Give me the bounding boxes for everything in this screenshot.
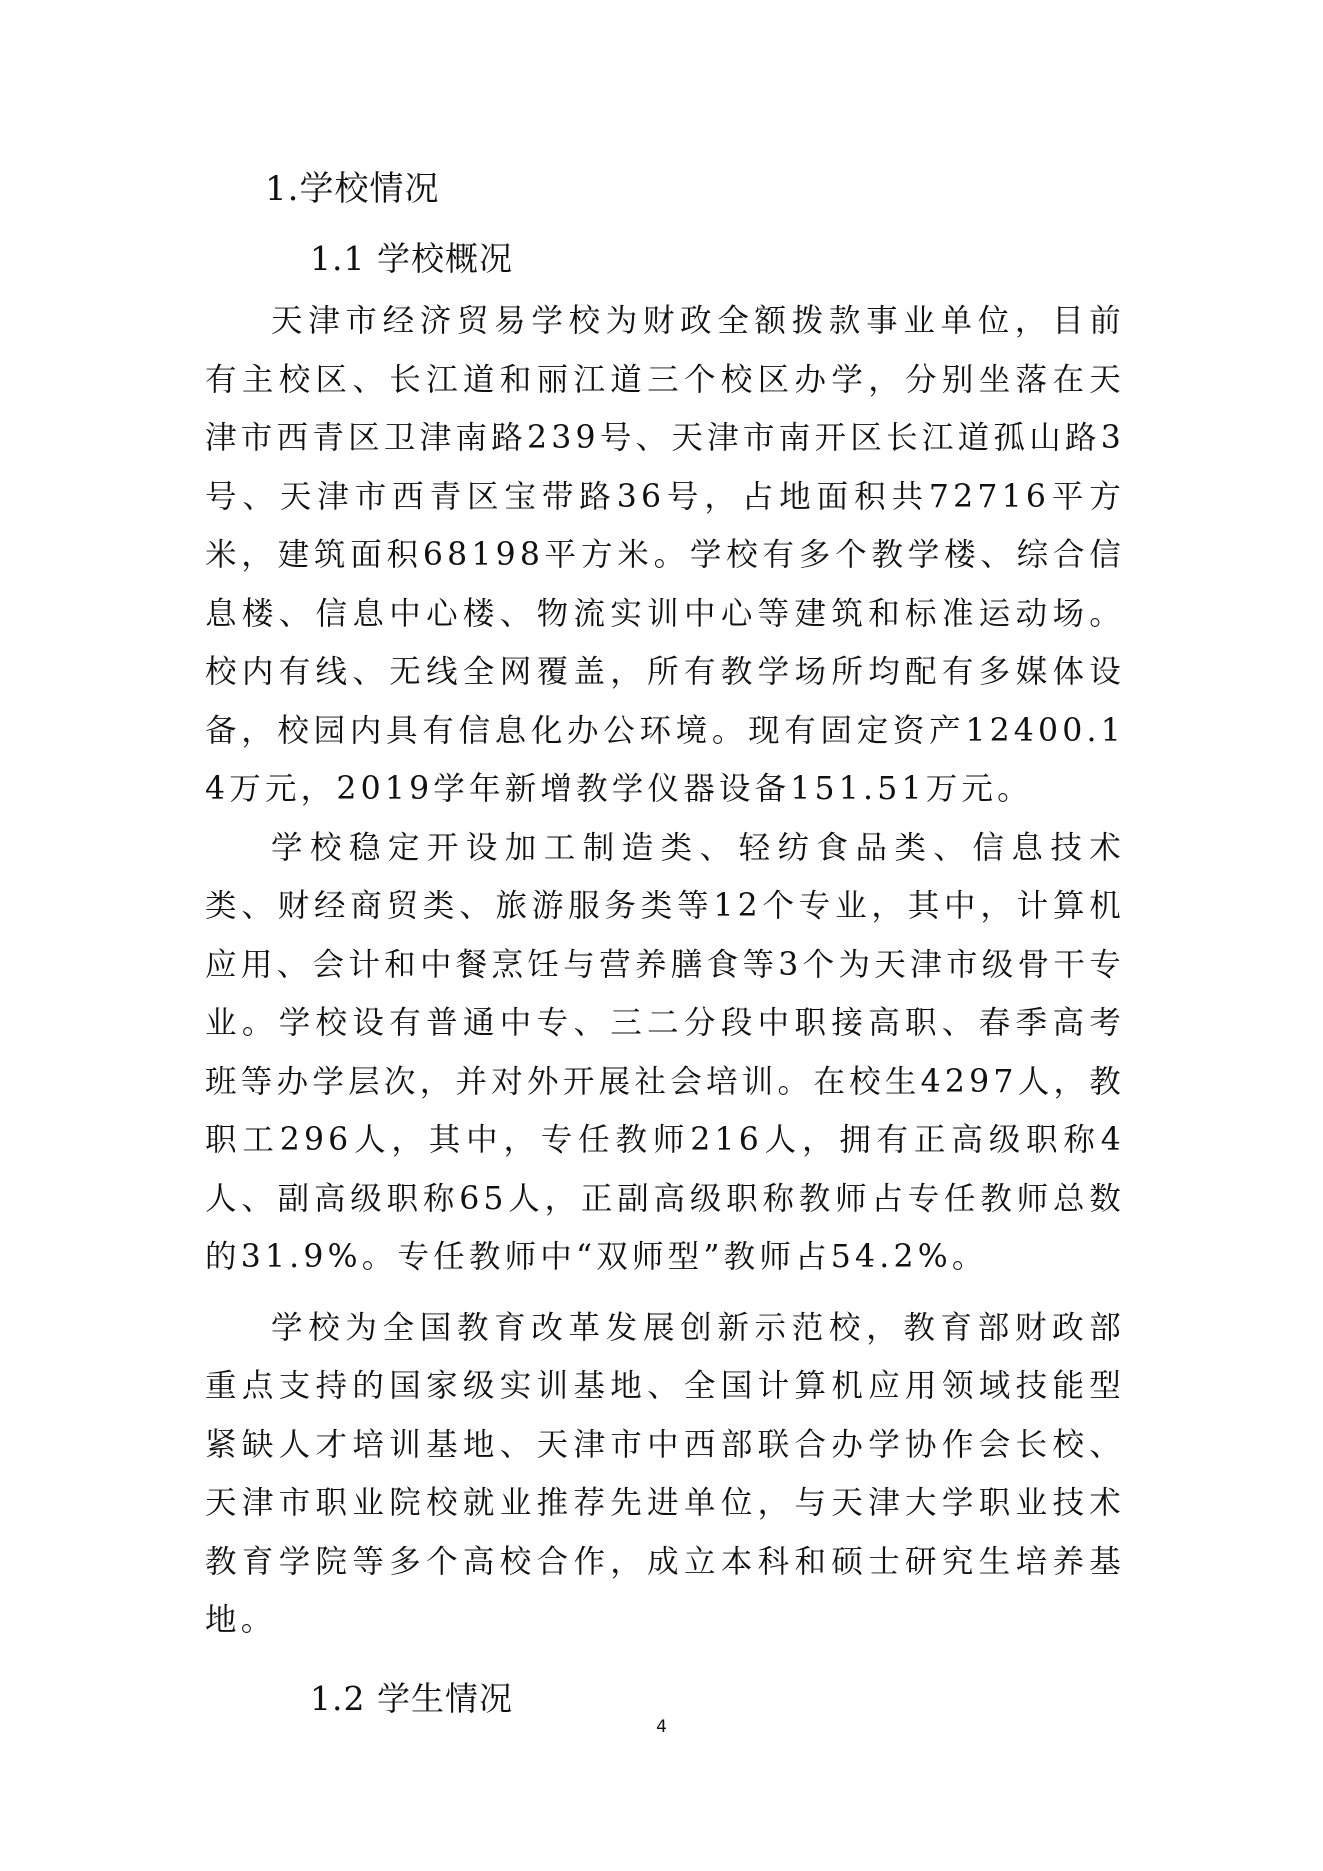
heading-student-situation: 1.2 学生情况 — [310, 1678, 513, 1718]
page-number: 4 — [656, 1717, 667, 1737]
page-content — [205, 160, 1125, 1732]
heading-school-overview: 1.1 学校概况 — [310, 239, 513, 278]
paragraph-school-intro: 天津市经济贸易学校为财政全额拨款事业单位，目前有主校区、长江道和丽江道三个校区办学，分别坐落在天津市西青区卫津南路239号、天津市南开区长江道孤山路3号、天津市西青区宝带路36号，占地面积共72716平方米，建筑面积68198平方米。学校有多个教学楼、综合信息楼、信息中心楼、物流实训中心等建筑和标准运动场。校内有线、无线全网覆盖，所有教学场所均配有多媒体设备，校园内具有信息化办公环境。现有固定资产12400.14万元，2019学年新增教学仪器设备151.51万元。 — [205, 303, 1125, 807]
heading-school-situation: 1.学校情况 — [265, 169, 440, 209]
paragraph-honors: 学校为全国教育改革发展创新示范校，教育部财政部重点支持的国家级实训基地、全国计算机应用领域技能型紧缺人才培训基地、天津市中西部联合办学协作会长校、天津市职业院校就业推荐先进单位，与天津大学职业技术教育学院等多个高校合作，成立本科和硕士研究生培养基地。 — [205, 1309, 1125, 1638]
paragraph-majors-staff: 学校稳定开设加工制造类、轻纺食品类、信息技术类、财经商贸类、旅游服务类等12个专业，其中，计算机应用、会计和中餐烹饪与营养膳食等3个为天津市级骨干专业。学校设有普通中专、三二分段中职接高职、春季高考班等办学层次，并对外开展社会培训。在校生4297人，教职工296人，其中，专任教师216人，拥有正高级职称4人、副高级职称65人，正副高级职称教师占专任教师总数的31.9%。专任教师中“双师型”教师占54.2%。 — [205, 829, 1125, 1275]
